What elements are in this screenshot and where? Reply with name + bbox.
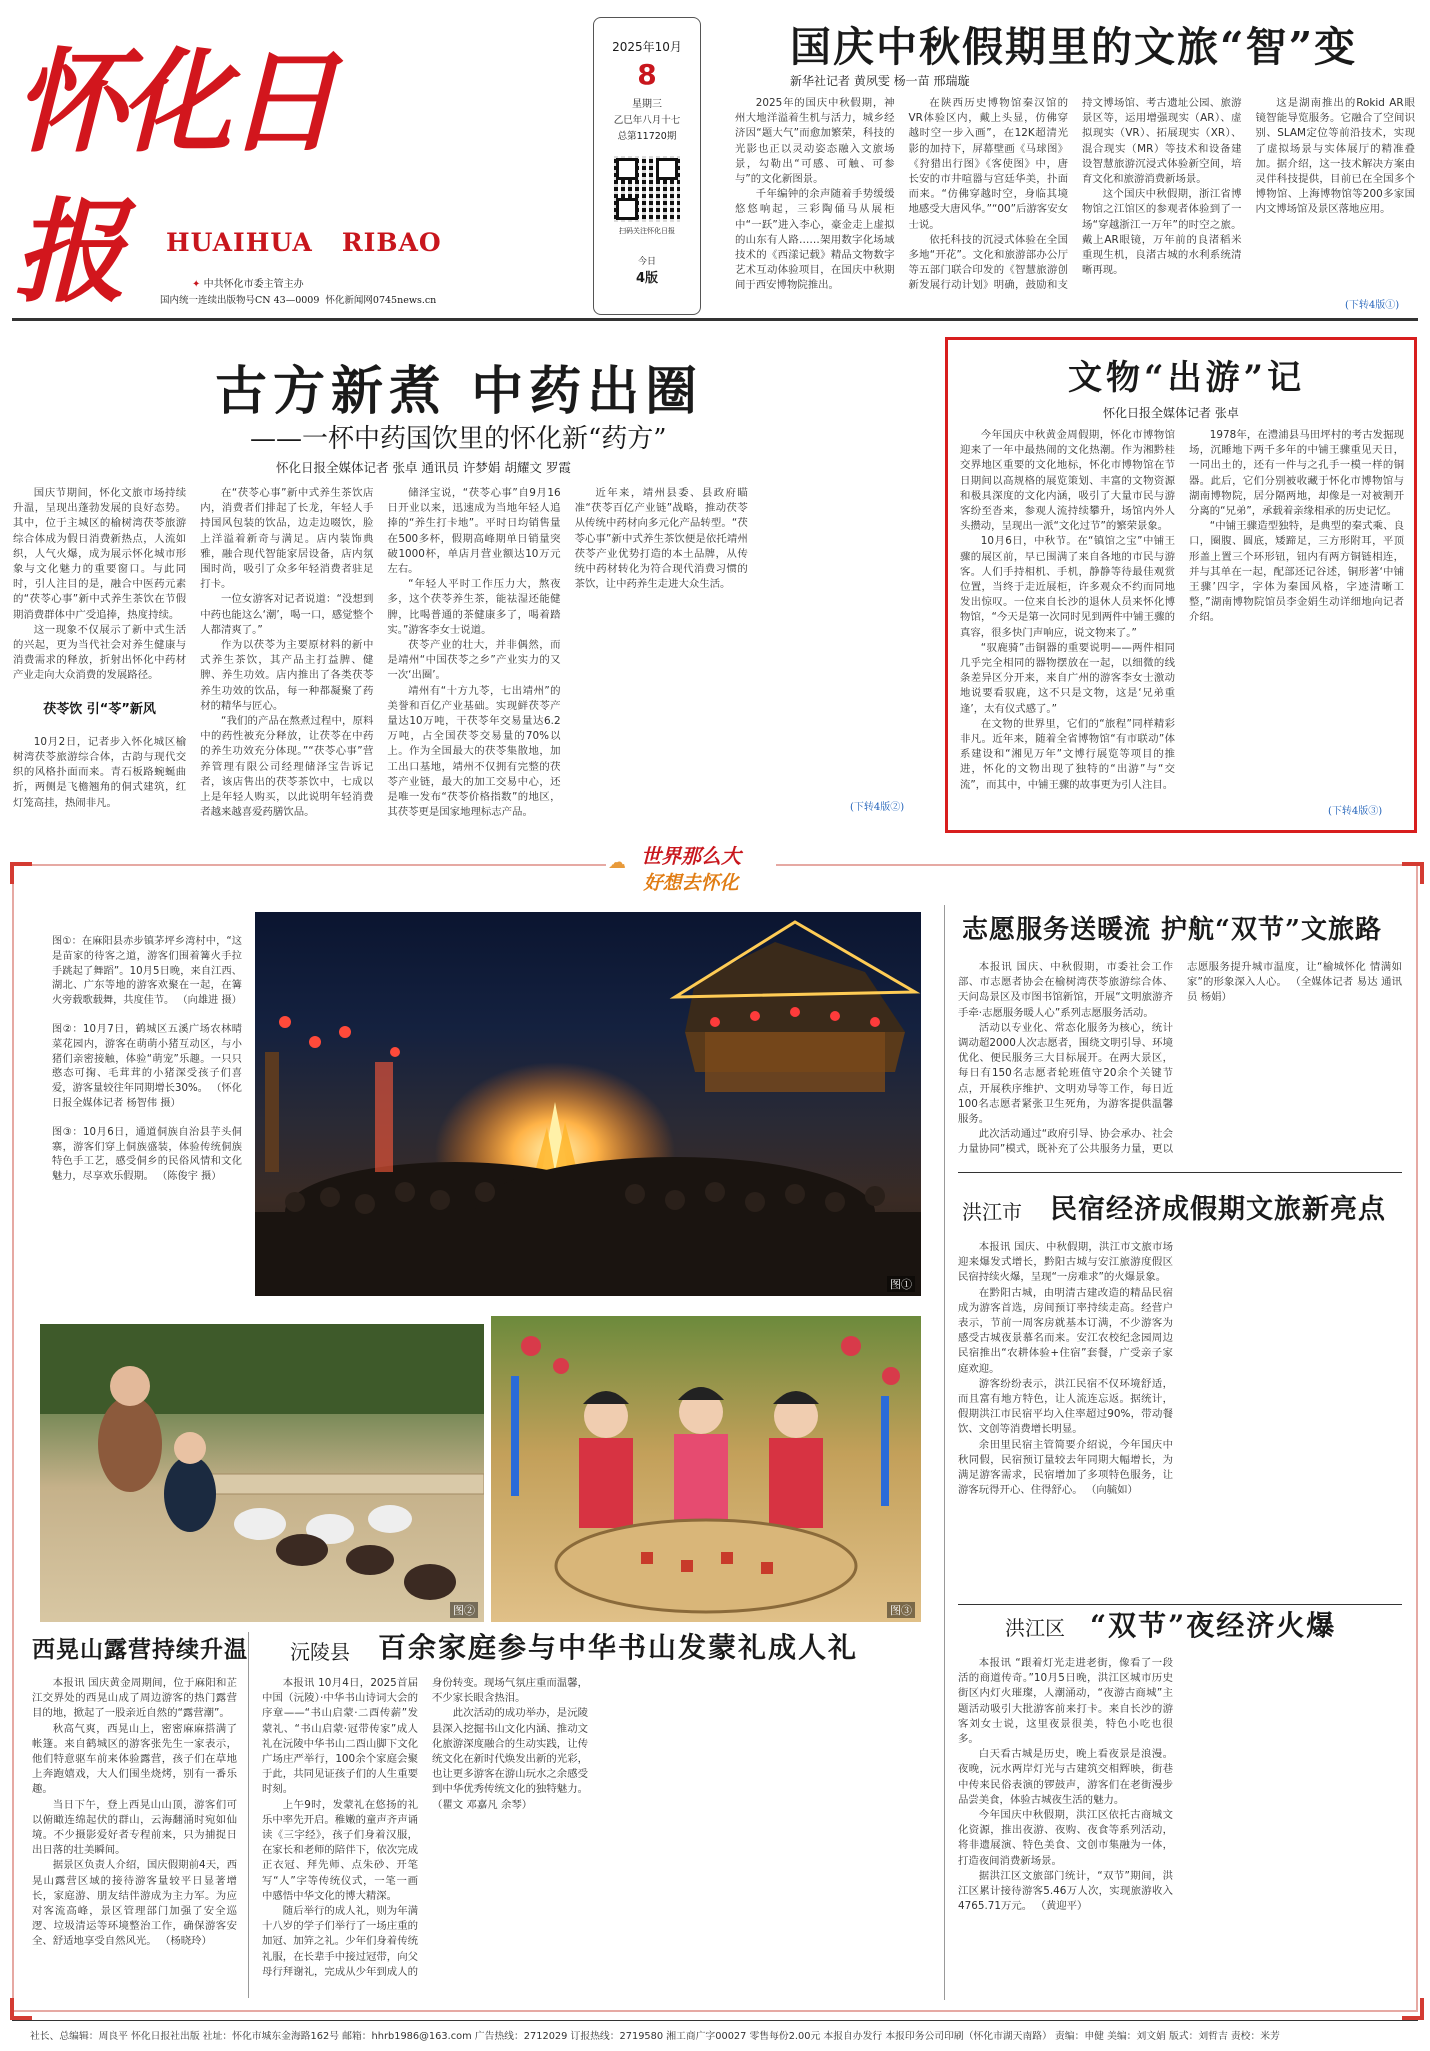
- today-label: 今日: [637, 257, 656, 267]
- paragraph: 本报讯 国庆黄金周期间，位于麻阳和芷江交界处的西晃山成了周边游客的热门露营目的地，掀起了一股亲近自然的“露营潮”。: [32, 1677, 237, 1720]
- yuanling-title: 百余家庭参与中华书山发蒙礼成人礼: [378, 1631, 859, 1664]
- paragraph: 白天看古城是历史，晚上看夜景是浪漫。夜晚，沅水两岸灯光与古建筑交相辉映，街巷中传来民俗表演的锣鼓声，游客们在老街漫步品尝美食，体验古城夜生活的魅力。: [958, 1748, 1173, 1806]
- paragraph: 在“茯苓心事”新中式养生茶饮店内，消费者们排起了长龙，年轻人手持国风包装的饮品，边走边啜饮，脸上洋溢着新奇与满足。店内装饰典雅，融合现代智能家居设备，店内氛围时尚，吸引了众多年轻消费者驻足打卡。: [200, 487, 374, 591]
- caption-photo-2: 图②：10月7日，鹤城区五溪广场农林晴菜花园内，游客在萌萌小猪互动区，与小猪们亲密接触，体验“萌宠”乐趣。一只只憨态可掬、毛茸茸的小猪深受孩子们喜爱，游客量较往年同期增长30%。 （怀化日报全媒体记者 杨智伟 摄）: [52, 1023, 242, 1109]
- volunteer-title: 志愿服务送暖流 护航“双节”文旅路: [962, 915, 1382, 945]
- photo-label-1: 图①: [887, 1276, 915, 1292]
- masthead-logo: 怀化日报: [14, 37, 332, 318]
- boxed-title: 文物“出游”记: [1068, 358, 1306, 398]
- paragraph: 作为以茯苓为主要原材料的新中式养生茶饮，其产品主打益脾、健脾、养生功效。店内推出了各类茯苓养生功效的饮品，每一种都凝聚了药材的精华与匠心。: [200, 639, 374, 712]
- paragraph: 游客纷纷表示，洪江民宿不仅环境舒适，而且富有地方特色，让人流连忘返。据统计，假期洪江市民宿平均入住率超过90%，带动餐饮、文创等消费增长明显。: [958, 1377, 1173, 1436]
- top-story-title: 国庆中秋假期里的文旅“智”变: [790, 23, 1358, 71]
- masthead-cn-number: 国内统一连续出版物号CN 43—0009 怀化新闻网0745news.cn: [160, 295, 437, 306]
- paragraph: “年轻人平时工作压力大，熬夜多，这个茯苓养生茶，能祛湿还能健脾，比喝普通的茶健康多了，喝着踏实。”游客李女士说道。: [387, 578, 561, 636]
- hongjiang-city-label: 洪江市: [962, 1200, 1022, 1224]
- paragraph: 1978年，在澧浦县马田坪村的考古发掘现场，沉睡地下两千多年的中铺王骤重见天日，一同出土的，还有一件与之孔手一模一样的铜器。此后，它们分别被收藏于怀化市博物馆与湖南博物院，居分隔两地，却像是一对被割开分离的“兄弟”，承载着亲缘相承的历史记忆。: [1189, 429, 1404, 518]
- costumes-illustration: [491, 1316, 921, 1622]
- lead-body: [13, 486, 935, 826]
- volunteer-body: [958, 960, 1402, 1160]
- paragraph: 这是湖南推出的Rokid AR眼镜智能导览服务。它融合了空间识别、SLAM定位等前沿技术，实现了虚拟场景与实体展厅的精准叠加。据介绍，这一技术解决方案由灵伴科技提供，目前已在全国多个博物馆、上海博物馆等200多家国内文博场馆及景区落地应用。: [1255, 97, 1415, 216]
- photo-label-3: 图③: [887, 1602, 915, 1618]
- paragraph: 本报讯 国庆、中秋假期，市委社会工作部、市志愿者协会在榆树湾茯苓旅游综合体、天问岛景区及市图书馆新馆，开展“文明旅游齐手牵·志愿服务暖人心”系列志愿服务活动。: [958, 961, 1173, 1019]
- hongjiang-city-title: 民宿经济成假期文旅新亮点: [1050, 1194, 1386, 1225]
- date-weekday: 星期三: [632, 99, 662, 110]
- date-issue: 总第11720期: [617, 131, 677, 142]
- section-divider: [958, 1172, 1402, 1173]
- paragraph: 在陕西历史博物馆秦汉馆的VR体验区内，戴上头显，仿佛穿越时空一步入画”，在12K超清光影的加持下，屏幕壁画《马球图》《狩猎出行图》《客使图》中，唐长安的市井喧嚣与宫廷华美，扑面而来。“仿佛穿越时空，身临其境地感受大唐风华。”“00”后游客安女士说。: [908, 97, 1068, 231]
- paragraph: 秋高气爽，西晃山上，密密麻麻搭满了帐篷。来自鹤城区的游客张先生一家表示，他们特意驱车前来体验露营，孩子们在草地上奔跑嬉戏，大人们围坐烧烤，别有一番乐趣。: [32, 1722, 237, 1796]
- masthead-sponsor: ✦ 中共怀化市委主管主办: [192, 279, 304, 290]
- feature-frame-corner: [10, 862, 32, 884]
- pages-count: 4版: [635, 271, 659, 286]
- paragraph: 当日下午，登上西晃山山顶，游客们可以俯瞰连绵起伏的群山，云海翻涌时宛如仙境。不少摄影爱好者专程前来，只为捕捉日出日落的壮美瞬间。: [32, 1798, 237, 1857]
- paragraph: 本报讯 10月4日，2025首届中国（沅陵）·中华书山诗词大会的序章——“书山启蒙·二酉传薪”发蒙礼、“书山启蒙·冠带传家”成人礼在沅陵中华书山二酉山脚下文化广场庄严举行，100余个家庭会聚于此，共同见证孩子们的人生重要时刻。: [262, 1677, 418, 1796]
- paragraph: 今年国庆中秋黄金周假期，怀化市博物馆迎来了一年中最热闹的文化热潮。作为湘黔桂交界地区重要的文化地标，怀化市博物馆在节日期间以高规格的展览策划、丰富的文物资源和极具深度的文化内涵，吸引了大量市民与游客纷至沓来，参观人流持续攀升，场馆内外人头攒动，呈现出一派“文化过节”的繁荣景象。: [960, 429, 1175, 533]
- paragraph: 据景区负责人介绍，国庆假期前4天，西晃山露营区域的接待游客量较平日显著增长，家庭游、朋友结伴游成为主力军。为应对客流高峰，景区管理部门加强了安全巡逻、垃圾清运等环境整治工作，确保游客安全、舒适地享受自然风光。 （杨晓玲）: [32, 1859, 237, 1948]
- top-story-body: [735, 96, 1415, 304]
- hongjiang-city-body: [958, 1240, 1402, 1598]
- paragraph: 本报讯 “跟着灯光走进老街，像看了一段活的商道传奇。”10月5日晚，洪江区城市历史街区内灯火璀璨，人潮涌动，“夜游古商城”主题活动吸引大批游客前来打卡。来自长沙的游客刘女士说，这里夜景很美，特色小吃也很多。: [958, 1657, 1173, 1746]
- paragraph: 2025年的国庆中秋假期，神州大地洋溢着生机与活力，城乡经济因“题大气”而愈加繁荣，科技的光影也正以灵动姿态融入文旅场景，勾勒出“可感、可触、可参与”的文化新图景。: [735, 97, 895, 186]
- section-divider: [958, 1604, 1402, 1605]
- section-logo: [606, 836, 776, 906]
- paragraph: 今年国庆中秋假期，洪江区依托古商城文化资源，推出夜游、夜购、夜食等系列活动，将非遗展演、特色美食、文创市集融为一体，打造夜间消费新场景。: [958, 1809, 1173, 1867]
- paragraph: 千年编钟的余声随着手势缓缓悠悠响起，三彩陶俑马从展柜中“一跃”进入李心，豪金走上虚拟的山东有人路……架用数字化场域技术的《西漾记载》精品文物数字艺术互动体验项目，在国庆中秋期间于西安博物院推出。: [735, 188, 895, 292]
- paragraph: 国庆节期间，怀化文旅市场持续升温，呈现出蓬勃发展的良好态势。其中，位于主城区的榆树湾茯苓旅游综合体成为假日消费新热点，人流如织，人气火爆，成为展示怀化城市形象与文化魅力的重要窗口。与此同时，引人注目的是，融合中医药元素的“茯苓心事”新中式养生茶饮在节假期消费群体中广受追捧，热度持续。: [13, 487, 187, 621]
- date-lunar: 乙巳年八月十七: [613, 115, 681, 126]
- paragraph: 上午9时，发蒙礼在悠扬的礼乐中率先开启。稚嫩的童声齐声诵读《三字经》，孩子们身着汉服，在家长和老师的陪伴下，依次完成正衣冠、拜先师、点朱砂、开笔写“人”字等传统仪式，一笔一画中感悟中华文化的博大精深。: [262, 1798, 418, 1902]
- paragraph: 在文物的世界里，它们的“旅程”同样精彩非凡。近年来，随着全省博物馆“有市联动”体系建设和“湘见万年”文博行展览等项目的推进，怀化的文物出现了独特的“出游”与“交流”，而其中，中铺王骤的故事更为引人注目。: [960, 717, 1175, 791]
- caption-photo-3: 图③：10月6日，通道侗族自治县芋头侗寨，游客们穿上侗族盛装，体验传统侗族特色手工艺，感受侗乡的民俗风情和文化魅力，尽享欢乐假期。 （陈俊宇 摄）: [52, 1126, 242, 1183]
- yuanling-body: [262, 1676, 928, 1994]
- paragraph: 依托科技的沉浸式体验在全国多地“开花”。文化和旅游部办公厅等五部门联合印发的《智慧旅游创新发展行动计划》明确，鼓励和支持文博场馆、考古遗址公园、旅游景区等，运用增强现实（AR）、虚拟现实（VR）、拓展现实（XR）、混合现实（MR）等技术和设备建设智慧旅游沉浸式体验新空间，培育文化和旅游消费新场景。: [908, 97, 1242, 292]
- paragraph: 茯苓产业的壮大，并非偶然，而是靖州“中国茯苓之乡”产业实力的又一次‘出圈’。: [387, 639, 561, 682]
- bonfire-illustration: [255, 912, 921, 1296]
- paragraph: 近年来，靖州县委、县政府瞄准“茯苓百亿产业链”战略，推动茯苓从传统中药材向多元化产品转型。“茯苓心事”新中式养生茶饮便是依托靖州茯苓产业优势打造的本土品牌，从传统中药材转化为符合现代消费习惯的茶饮，让中药养生走进大众生活。: [574, 487, 748, 591]
- paragraph: 储泽宝说，“茯苓心事”自9月16日开业以来，迅速成为当地年轻人追捧的“养生打卡地”。平时日均销售量在500多杯，假期高峰期单日销量突破1000杯，单店月营业额达10万元左右。: [387, 487, 561, 576]
- paragraph: 余田里民宿主管简要介绍说，今年国庆中秋同假，民宿预订量较去年同期大幅增长，为满足游客需求，民宿增加了多项特色服务，让游客玩得开心、住得舒心。 （向毓如）: [958, 1438, 1173, 1497]
- paragraph: “我们的产品在熬煮过程中，原料中的药性被充分释放，让茯苓在中药的养生功效充分体现。”“茯苓心事”营养管理有限公司经理储泽宝告诉记者，该店售出的茯苓茶饮中，七成以上是年轻人购买，以此说明年轻消费者越来越喜爱药膳饮品。: [200, 715, 374, 819]
- photo-piglets: [40, 1324, 484, 1622]
- paragraph: 这个国庆中秋假期，浙江省博物馆之江馆区的参观者体验到了一场“穿越浙江一万年”的时空之旅。戴上AR眼镜，万年前的良渚稻米重现生机，良渚古城的水利系统清晰再现。: [1082, 188, 1242, 277]
- column-divider: [944, 905, 945, 2000]
- paragraph: 活动以专业化、常态化服务为核心，统计调动超2000人次志愿者，围绕文明引导、环境优化、便民服务三大目标展开。在两大景区，每日有150名志愿者轮班值守20余个关键节点，开展秩序维护、文明劝导等工作，每日近100名志愿者紧张卫生死角，为游客提供温馨服务。: [958, 1021, 1173, 1126]
- paragraph: 随后举行的成人礼，则为年满十八岁的学子们举行了一场庄重的加冠、加笄之礼。少年们身着传统礼服，在长辈手中接过冠带，向父母行拜谢礼，完成从少年到成人的身份转变。现场气氛庄重而温馨，不少家长眼含热泪。: [262, 1677, 588, 1978]
- masthead-pinyin: HUAIHUA RIBAO: [166, 228, 442, 257]
- feature-frame-corner: [1402, 1998, 1424, 2020]
- xihuang-body: [32, 1676, 237, 1994]
- qr-caption: 扫码关注怀化日报: [619, 227, 675, 235]
- hongjiang-district-label: 洪江区: [1005, 1616, 1065, 1640]
- footer-divider: [12, 2020, 1418, 2021]
- feature-frame-corner: [1402, 862, 1424, 884]
- masthead-divider: [12, 318, 1418, 321]
- paragraph: 本报讯 国庆、中秋假期，洪江市文旅市场迎来爆发式增长，黔阳古城与安江旅游度假区民宿持续火爆，呈现“一房难求”的火爆景象。: [958, 1241, 1173, 1284]
- paragraph: 靖州有“十方九苓，七出靖州”的美誉和百亿产业基础。实现鲜茯苓产量达10万吨，干茯苓年交易量达6.2万吨，占全国茯苓交易量的70%以上。作为全国最大的茯苓集散地，加工出口基地，靖州不仅拥有完整的茯苓产业链，最大的加工交易中心，还是唯一发布“茯苓价格指数”的地区，其茯苓更是国家地理标志产品。: [387, 684, 561, 819]
- date-day: 8: [637, 58, 657, 91]
- paragraph: 据洪江区文旅部门统计，“双节”期间，洪江区累计接待游客5.46万人次，实现旅游收入4765.71万元。 （黄迎平）: [958, 1869, 1173, 1913]
- boxed-continued[interactable]: (下转4版③): [1328, 806, 1383, 817]
- date-box: [593, 17, 701, 315]
- section-logo-line1: 世界那么大: [641, 844, 741, 868]
- yuanling-label: 沅陵县: [290, 1640, 350, 1664]
- lead-subheading: 茯苓饮 引“苓”新风: [43, 701, 156, 717]
- paragraph: 这一现象不仅展示了新中式生活的兴起，更为当代社会对养生健康与消费需求的释放，折射出怀化中药材产业走向大众消费的发展路径。: [13, 623, 187, 682]
- photo-captions: [52, 935, 242, 1285]
- lead-byline: 怀化日报全媒体记者 张卓 通讯员 许梦娟 胡耀文 罗霞: [276, 460, 571, 475]
- paragraph: 10月6日，中秋节。在“镇馆之宝”中铺王骤的展区前，早已围满了来自各地的市民与游客。人们手持相机、手机，静静等待最佳观赏位置，当终于走近展柜，许多观众不约而同地发出惊叹。一位来自长沙的退休人员来怀化博物馆，“今天是第一次同时见到两件中铺王骤的真容，很多快门声响应，说文物来了。”: [960, 535, 1175, 639]
- photo-dong-costumes: [491, 1316, 921, 1622]
- qr-code[interactable]: [614, 156, 680, 222]
- feature-frame-corner: [10, 1998, 32, 2020]
- column-divider: [248, 1632, 249, 1998]
- piglets-illustration: [40, 1324, 484, 1622]
- photo-bonfire-night: [255, 912, 921, 1296]
- boxed-story: [945, 337, 1417, 833]
- paragraph: 10月2日，记者步入怀化城区榆树湾茯苓旅游综合体，古韵与现代交织的风格扑面而来。青石板路蜿蜒曲折，两侧是飞檐翘角的侗式建筑，红灯笼高挂，热闹非凡。: [13, 735, 187, 809]
- boxed-byline: 怀化日报全媒体记者 张卓: [1103, 406, 1239, 420]
- paragraph: “驭鹿骑”击铜器的重要说明——两件相同几乎完全相同的器物摆放在一起，以细微的线条差异区分开来，来自广州的游客李女士激动地说要看驭鹿，这不只是文物，这是‘兄弟重逢’，太有仪式感了。”: [960, 641, 1175, 715]
- paragraph: 在黔阳古城，由明清古建改造的精品民宿成为游客首选，房间预订率持续走高。经营户表示，节前一周客房就基本订满，不少游客为感受古城夜景慕名而来。安江农校纪念园周边民宿推出“农耕体验+住宿”套餐，广受亲子家庭欢迎。: [958, 1286, 1173, 1375]
- paragraph: 一位女游客对记者说道：“没想到中药也能这么‘潮’，喝一口，感觉整个人都清爽了。”: [200, 593, 374, 636]
- paragraph: 此次活动的成功举办，是沅陵县深入挖掘书山文化内涵、推动文化旅游深度融合的生动实践，让传统文化在新时代焕发出新的光彩，也让更多游客在游山玩水之余感受到中华优秀传统文化的独特魅力。 （瞿文 邓嘉凡 余琴）: [432, 1707, 588, 1811]
- xihuang-title: 西晃山露营持续升温: [32, 1636, 248, 1663]
- lead-subtitle: ——一杯中药国饮里的怀化新“药方”: [250, 424, 667, 454]
- hongjiang-district-title: “双节”夜经济火爆: [1090, 1609, 1337, 1642]
- top-story-byline: 新华社记者 黄夙雯 杨一苗 邢瑞璇: [790, 74, 970, 88]
- section-logo-line2: 好想去怀化: [643, 872, 739, 894]
- photo-label-2: 图②: [450, 1602, 478, 1618]
- date-year-month: 2025年10月: [612, 40, 682, 54]
- lead-continued[interactable]: (下转4版②): [850, 802, 905, 813]
- boxed-body: [960, 428, 1404, 800]
- top-story-continued[interactable]: (下转4版①): [1345, 300, 1400, 311]
- caption-photo-1: 图①：在麻阳县赤步镇茅坪乡湾村中，“这是苗家的待客之道，游客们围着篝火手拉手跳起了舞蹈”。10月5日晚，来自江西、湖北、广东等地的游客欢聚在一起，在篝火旁载歌载舞，共度佳节。 （向雄进 摄）: [52, 936, 242, 1007]
- footer: 社长、总编辑：周良平 怀化日报社出版 社址：怀化市城东金海路162号 邮箱：hhrb1986@163.com 广告热线：2712029 订报热线：2719580 湘工商广字00027 零售每份2.00元 本报自办发行 本报印务公司印刷（怀化市湖天南路） 责编：申健 美编：刘文娟 版式：刘哲吉 责校：米芳: [30, 2031, 1280, 2042]
- paragraph: 此次活动通过“政府引导、协会承办、社会力量协同”模式，既补充了公共服务力量，更以志愿服务提升城市温度，让“榆城怀化 情满如家”的形象深入人心。 （全媒体记者 易达 通讯员 杨娟）: [958, 961, 1402, 1156]
- hongjiang-district-body: [958, 1656, 1402, 1994]
- cloud-icon: ☁: [608, 852, 626, 873]
- paragraph: “中铺王骤造型独特，是典型的秦式乘、良口，圈腹、圆底，矮蹄足，三方形附耳，平顶形盖上置三个环形钮，钮内有两方铜链相连，并与其单在一起，配部还记谷述，铜形著‘中铺王骤’四字，字体为秦国风格，字迹清晰工整，”湖南博物院馆员李金娟生动详细地向记者介绍。: [1189, 520, 1404, 624]
- lead-title: 古方新煮 中药出圈: [215, 361, 704, 422]
